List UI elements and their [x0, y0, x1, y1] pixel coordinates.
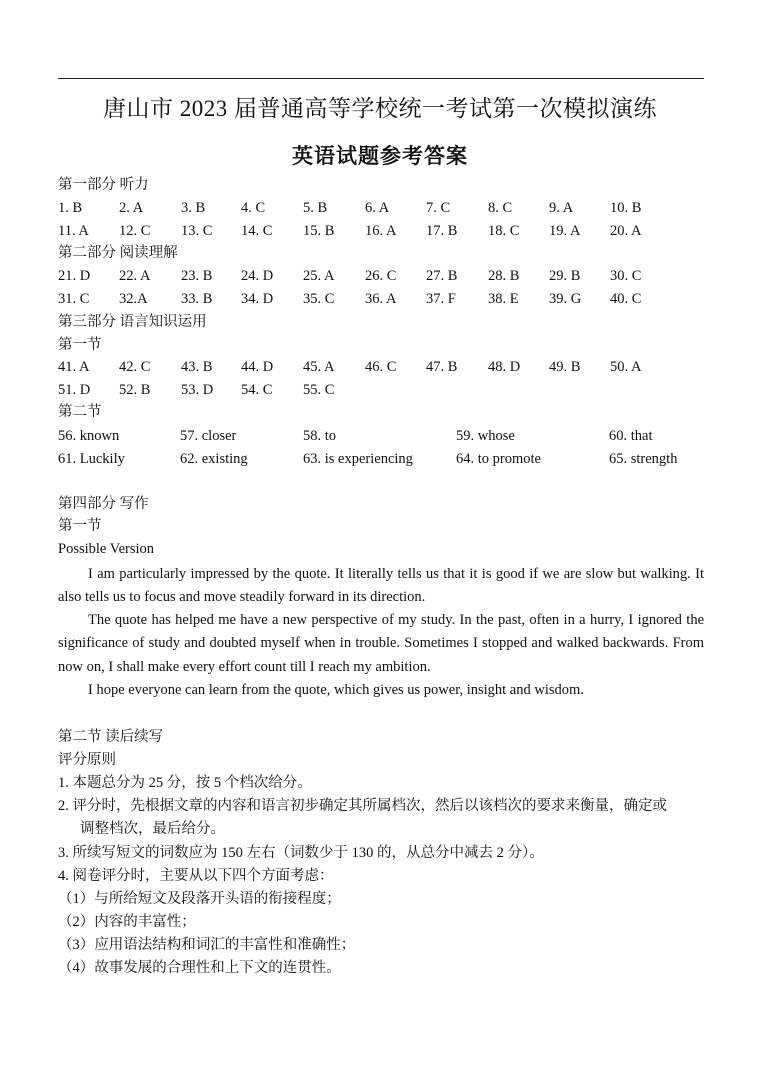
answer-item: 36. A — [365, 291, 397, 307]
criteria-item: 4. 阅卷评分时，主要从以下四个方面考虑： — [58, 868, 334, 884]
answer-item: 27. B — [426, 268, 458, 284]
part4-section2-heading: 第二节 读后续写 — [58, 729, 164, 745]
document-title: 唐山市 2023 届普通高等学校统一考试第一次模拟演练 — [103, 96, 657, 121]
header-rule — [58, 78, 704, 79]
essay-paragraph: I am particularly impressed by the quote. It literally tells us that it is good if we are slow but walking. It also tells us to focus and move steadily forward in its direction. — [58, 566, 704, 606]
essay-paragraph: The quote has helped me have a new perspective of my study. In the past, often in a hurry, I ignored the significance of study and doubted myself when in trouble. Sometimes I stopped and walked backwards. From now on, I shall make every effort count till I reach my ambition. — [58, 612, 704, 675]
answer-item: 54. C — [241, 382, 273, 398]
possible-version-label: Possible Version — [58, 541, 155, 557]
answer-item: 26. C — [365, 268, 397, 284]
answer-item: 1. B — [58, 200, 83, 216]
criteria-item: 1. 本题总分为 25 分，按 5 个档次给分。 — [58, 775, 312, 791]
answer-item: 65. strength — [609, 451, 678, 467]
criteria-subitem: （2）内容的丰富性； — [58, 914, 196, 930]
answer-item: 17. B — [426, 223, 458, 239]
answer-row — [58, 358, 708, 376]
part1-heading: 第一部分 听力 — [58, 177, 149, 193]
part2-heading: 第二部分 阅读理解 — [58, 245, 178, 261]
answer-item: 48. D — [488, 359, 521, 375]
answer-item: 20. A — [610, 223, 642, 239]
answer-item: 19. A — [549, 223, 581, 239]
answer-item: 56. known — [58, 428, 120, 444]
answer-item: 2. A — [119, 200, 144, 216]
answer-item: 24. D — [241, 268, 274, 284]
answer-item: 63. is experiencing — [303, 451, 413, 467]
answer-item: 32.A — [119, 291, 148, 307]
answer-item: 25. A — [303, 268, 335, 284]
answer-item: 40. C — [610, 291, 642, 307]
answer-row — [58, 267, 708, 285]
answer-item: 64. to promote — [456, 451, 541, 467]
answer-item: 39. G — [549, 291, 582, 307]
answer-item: 33. B — [181, 291, 213, 307]
answer-item: 50. A — [610, 359, 642, 375]
part3-section2-heading: 第二节 — [58, 404, 102, 420]
criteria-item: 3. 所续写短文的词数应为 150 左右（词数少于 130 的，从总分中减去 2 分）。 — [58, 845, 544, 861]
answer-item: 47. B — [426, 359, 458, 375]
answer-item: 22. A — [119, 268, 151, 284]
criteria-subitem: （3）应用语法结构和词汇的丰富性和准确性； — [58, 937, 356, 953]
part4-section1-heading: 第一节 — [58, 518, 102, 534]
answer-item: 30. C — [610, 268, 642, 284]
answer-item: 28. B — [488, 268, 520, 284]
answer-item: 11. A — [58, 223, 89, 239]
criteria-subitem: （1）与所给短文及段落开头语的衔接程度； — [58, 891, 341, 907]
answer-item: 29. B — [549, 268, 581, 284]
answer-item: 60. that — [609, 428, 653, 444]
answer-item: 42. C — [119, 359, 151, 375]
answer-item: 31. C — [58, 291, 90, 307]
criteria-item-continuation: 调整档次，最后给分。 — [80, 821, 225, 837]
criteria-subitem: （4）故事发展的合理性和上下文的连贯性。 — [58, 960, 341, 976]
answer-item: 38. E — [488, 291, 519, 307]
answer-item: 34. D — [241, 291, 274, 307]
answer-item: 46. C — [365, 359, 397, 375]
answer-item: 52. B — [119, 382, 151, 398]
fill-answer-row — [58, 427, 708, 445]
answer-item: 12. C — [119, 223, 151, 239]
answer-item: 8. C — [488, 200, 513, 216]
answer-row — [58, 222, 708, 240]
answer-item: 16. A — [365, 223, 397, 239]
answer-item: 15. B — [303, 223, 335, 239]
answer-item: 58. to — [303, 428, 337, 444]
essay-paragraph: I hope everyone can learn from the quote, which gives us power, insight and wisdom. — [88, 682, 584, 698]
answer-item: 57. closer — [180, 428, 237, 444]
part3-heading: 第三部分 语言知识运用 — [58, 314, 207, 330]
answer-item: 14. C — [241, 223, 273, 239]
answer-item: 51. D — [58, 382, 91, 398]
answer-item: 10. B — [610, 200, 642, 216]
answer-row — [58, 290, 708, 308]
answer-item: 43. B — [181, 359, 213, 375]
document-subtitle: 英语试题参考答案 — [292, 144, 468, 168]
answer-item: 3. B — [181, 200, 206, 216]
fill-answer-row — [58, 450, 708, 468]
answer-row — [58, 199, 708, 217]
answer-item: 35. C — [303, 291, 335, 307]
answer-item: 6. A — [365, 200, 390, 216]
answer-item: 49. B — [549, 359, 581, 375]
part4-heading: 第四部分 写作 — [58, 496, 149, 512]
answer-item: 13. C — [181, 223, 213, 239]
answer-item: 53. D — [181, 382, 214, 398]
answer-item: 5. B — [303, 200, 328, 216]
answer-item: 41. A — [58, 359, 90, 375]
answer-item: 37. F — [426, 291, 456, 307]
criteria-item: 2. 评分时，先根据文章的内容和语言初步确定其所属档次，然后以该档次的要求来衡量，确定或 — [58, 798, 667, 814]
criteria-heading: 评分原则 — [58, 752, 116, 768]
part3-section1-heading: 第一节 — [58, 337, 102, 353]
answer-row — [58, 381, 708, 399]
answer-item: 4. C — [241, 200, 266, 216]
answer-item: 7. C — [426, 200, 451, 216]
answer-item: 9. A — [549, 200, 574, 216]
answer-item: 61. Luckily — [58, 451, 125, 467]
answer-item: 18. C — [488, 223, 520, 239]
answer-item: 62. existing — [180, 451, 248, 467]
answer-item: 55. C — [303, 382, 335, 398]
answer-item: 21. D — [58, 268, 91, 284]
answer-item: 44. D — [241, 359, 274, 375]
answer-item: 23. B — [181, 268, 213, 284]
answer-item: 59. whose — [456, 428, 515, 444]
answer-item: 45. A — [303, 359, 335, 375]
